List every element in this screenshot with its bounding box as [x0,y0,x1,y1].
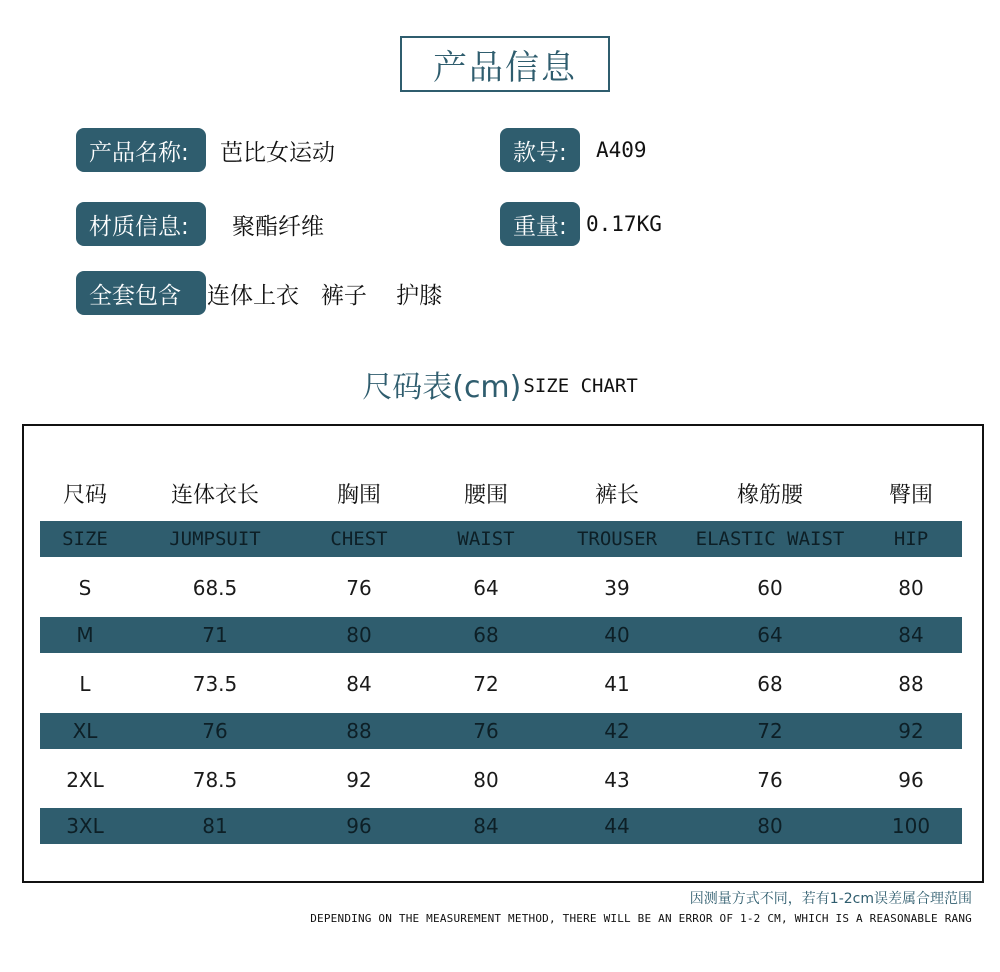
weight-value: 0.17KG [586,212,662,236]
chest-cell: 80 [346,623,372,647]
hip-cell: 84 [898,623,924,647]
header-en-cell: WAIST [457,528,515,550]
header-cn-cell: 尺码 [62,482,107,508]
jumpsuit-cell: 71 [202,623,228,647]
jumpsuit-cell: 73.5 [192,672,238,696]
product-name-label: 产品名称: [76,128,206,172]
jumpsuit-cell: 81 [202,814,228,838]
table-row [40,762,962,798]
header-cn-cell: 臀围 [888,482,933,508]
header-cn-cell: 裤长 [594,482,639,508]
hip-cell: 88 [898,672,924,696]
trouser-cell: 42 [604,719,630,743]
size-chart-title-cn: 尺码表(cm) [362,370,522,405]
trouser-cell: 43 [604,768,630,792]
jumpsuit-cell: 68.5 [192,576,238,600]
hip-cell: 100 [891,814,931,838]
table-header-en [40,521,962,557]
waist-cell: 76 [473,719,499,743]
header-cn-cell: 橡筋腰 [736,482,803,508]
trouser-cell: 39 [604,576,630,600]
table-row [40,808,962,844]
table-row [40,617,962,653]
waist-cell: 68 [473,623,499,647]
waist-cell: 84 [473,814,499,838]
header-en-cell: SIZE [62,528,108,550]
jumpsuit-cell: 76 [202,719,228,743]
size-chart-title-en: SIZE CHART [523,375,638,397]
size-cell: XL [72,719,98,743]
header-cn-cell: 连体衣长 [170,482,259,508]
size-cell: M [76,623,94,647]
hip-cell: 80 [898,576,924,600]
size-cell: L [79,672,91,696]
waist-cell: 80 [473,768,499,792]
header-cn-cell: 胸围 [336,482,381,508]
header-en-cell: JUMPSUIT [169,528,261,550]
waist-cell: 72 [473,672,499,696]
trouser-cell: 40 [604,623,630,647]
header-en-cell: CHEST [330,528,388,550]
chest-cell: 84 [346,672,372,696]
weight-label: 重量: [500,202,580,246]
elastic-waist-cell: 76 [757,768,783,792]
elastic-waist-cell: 64 [757,623,783,647]
set-contents-label: 全套包含 [76,271,206,315]
header-en-cell: TROUSER [576,528,658,550]
elastic-waist-cell: 60 [757,576,783,600]
page-title: 产品信息 [400,36,610,92]
measurement-note-en: DEPENDING ON THE MEASUREMENT METHOD, THERE WILL BE AN ERROR OF 1-2 CM, WHICH IS A REASONABLE RANG [310,912,972,925]
material-label: 材质信息: [76,202,206,246]
size-cell: S [78,576,92,600]
waist-cell: 64 [473,576,499,600]
elastic-waist-cell: 68 [757,672,783,696]
size-cell: 3XL [66,814,104,838]
style-number-label: 款号: [500,128,580,172]
trouser-cell: 41 [604,672,630,696]
header-en-cell: HIP [893,528,929,550]
chest-cell: 92 [346,768,372,792]
product-name-value: 芭比女运动 [220,139,335,166]
size-cell: 2XL [66,768,104,792]
hip-cell: 92 [898,719,924,743]
chest-cell: 88 [346,719,372,743]
elastic-waist-cell: 80 [757,814,783,838]
jumpsuit-cell: 78.5 [192,768,238,792]
set-contents-value: 连体上衣 裤子 护膝 [207,282,443,309]
chest-cell: 76 [346,576,372,600]
hip-cell: 96 [898,768,924,792]
chest-cell: 96 [346,814,372,838]
trouser-cell: 44 [604,814,630,838]
table-row [40,713,962,749]
header-cn-cell: 腰围 [463,482,508,508]
header-en-cell: ELASTIC WAIST [695,528,845,550]
elastic-waist-cell: 72 [757,719,783,743]
table-row [40,570,962,606]
style-number-value: A409 [596,138,647,162]
table-header-cn [40,475,962,511]
table-row [40,666,962,702]
measurement-note-cn: 因测量方式不同，若有1-2cm误差属合理范围 [689,891,972,907]
material-value: 聚酯纤维 [232,213,324,240]
size-chart-heading [0,362,1000,406]
